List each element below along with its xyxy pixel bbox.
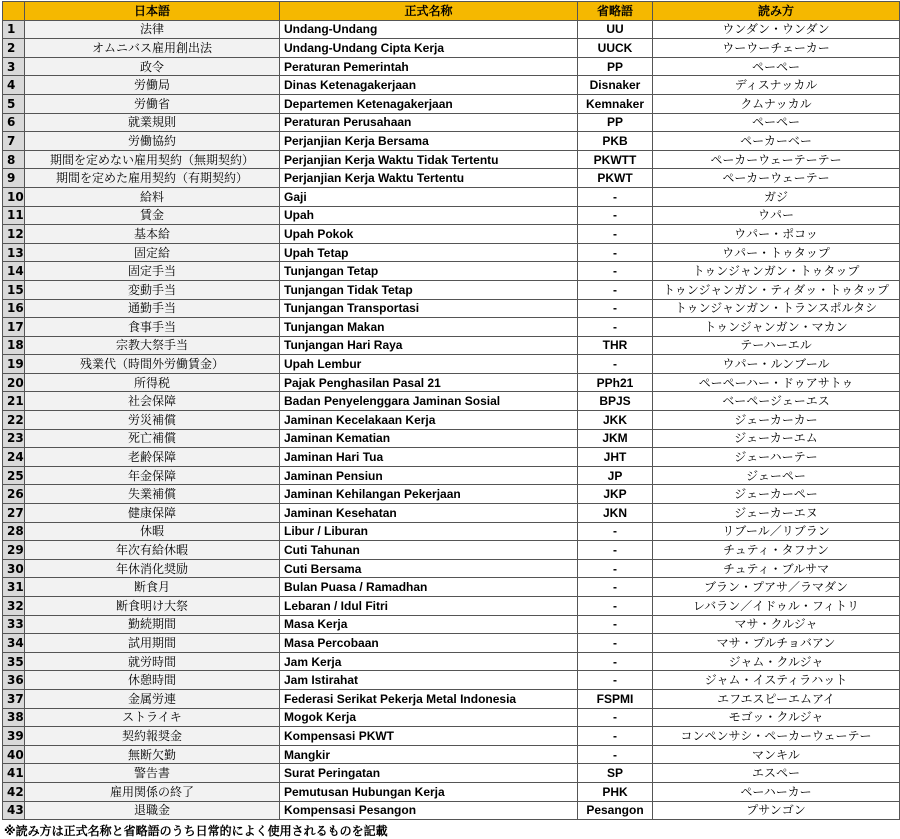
row-number-cell: 7 xyxy=(3,132,25,151)
japanese-term-cell: 法律 xyxy=(25,20,280,39)
abbreviation-cell: - xyxy=(578,652,653,671)
reading-cell: ペーハーカー xyxy=(653,782,900,801)
table-row xyxy=(3,113,900,132)
japanese-term-cell: 変動手当 xyxy=(25,280,280,299)
official-name-cell: Badan Penyelenggara Jaminan Sosial xyxy=(280,392,578,411)
abbreviation-cell: - xyxy=(578,634,653,653)
official-name-cell: Cuti Bersama xyxy=(280,559,578,578)
official-name-cell: Jaminan Pensiun xyxy=(280,466,578,485)
japanese-term-cell: 社会保障 xyxy=(25,392,280,411)
abbreviation-cell: - xyxy=(578,225,653,244)
abbreviation-cell: - xyxy=(578,727,653,746)
abbreviation-cell: JP xyxy=(578,466,653,485)
reading-cell: ウーウーチェーカー xyxy=(653,39,900,58)
official-name-cell: Dinas Ketenagakerjaan xyxy=(280,76,578,95)
table-row xyxy=(3,429,900,448)
table-row xyxy=(3,187,900,206)
row-number-cell: 30 xyxy=(3,559,25,578)
official-name-cell: Jaminan Kesehatan xyxy=(280,504,578,523)
official-name-cell: Undang-Undang Cipta Kerja xyxy=(280,39,578,58)
row-number-cell: 40 xyxy=(3,745,25,764)
row-number-cell: 12 xyxy=(3,225,25,244)
abbreviation-cell: SP xyxy=(578,764,653,783)
japanese-term-cell: オムニバス雇用創出法 xyxy=(25,39,280,58)
abbreviation-cell: JKN xyxy=(578,504,653,523)
table-row xyxy=(3,336,900,355)
reading-cell: ペーペー xyxy=(653,113,900,132)
row-number-cell: 19 xyxy=(3,355,25,374)
official-name-cell: Perjanjian Kerja Waktu Tidak Tertentu xyxy=(280,150,578,169)
reading-cell: レバラン／イドゥル・フィトリ xyxy=(653,597,900,616)
japanese-term-cell: 金属労連 xyxy=(25,689,280,708)
reading-cell: ジェーカーエヌ xyxy=(653,504,900,523)
abbreviation-cell: - xyxy=(578,280,653,299)
reading-cell: トゥンジャンガン・マカン xyxy=(653,318,900,337)
table-row xyxy=(3,206,900,225)
table-row xyxy=(3,615,900,634)
row-number-cell: 42 xyxy=(3,782,25,801)
table-row xyxy=(3,801,900,820)
reading-cell: ペーカーベー xyxy=(653,132,900,151)
abbreviation-cell: BPJS xyxy=(578,392,653,411)
reading-cell: ジェーカーエム xyxy=(653,429,900,448)
reading-cell: ジャム・イスティラハット xyxy=(653,671,900,690)
header-japanese: 日本語 xyxy=(25,2,280,21)
row-number-cell: 39 xyxy=(3,727,25,746)
row-number-cell: 24 xyxy=(3,448,25,467)
row-number-cell: 25 xyxy=(3,466,25,485)
japanese-term-cell: 労働省 xyxy=(25,94,280,113)
japanese-term-cell: 労働局 xyxy=(25,76,280,95)
abbreviation-cell: - xyxy=(578,355,653,374)
table-row xyxy=(3,243,900,262)
row-number-cell: 43 xyxy=(3,801,25,820)
official-name-cell: Jam Kerja xyxy=(280,652,578,671)
abbreviation-cell: - xyxy=(578,559,653,578)
table-row xyxy=(3,764,900,783)
reading-cell: トゥンジャンガン・ティダッ・トゥタップ xyxy=(653,280,900,299)
table-row xyxy=(3,299,900,318)
row-number-cell: 23 xyxy=(3,429,25,448)
row-number-cell: 35 xyxy=(3,652,25,671)
table-row xyxy=(3,504,900,523)
japanese-term-cell: 勤続期間 xyxy=(25,615,280,634)
japanese-term-cell: 老齢保障 xyxy=(25,448,280,467)
official-name-cell: Tunjangan Tetap xyxy=(280,262,578,281)
row-number-cell: 2 xyxy=(3,39,25,58)
table-row xyxy=(3,708,900,727)
official-name-cell: Jaminan Kematian xyxy=(280,429,578,448)
reading-cell: ウパー・ルンブール xyxy=(653,355,900,374)
row-number-cell: 13 xyxy=(3,243,25,262)
official-name-cell: Gaji xyxy=(280,187,578,206)
row-number-cell: 9 xyxy=(3,169,25,188)
table-body xyxy=(3,20,900,820)
japanese-term-cell: 通勤手当 xyxy=(25,299,280,318)
abbreviation-cell: PKWTT xyxy=(578,150,653,169)
table-row xyxy=(3,225,900,244)
table-row xyxy=(3,150,900,169)
abbreviation-cell: PP xyxy=(578,57,653,76)
row-number-cell: 1 xyxy=(3,20,25,39)
abbreviation-cell: - xyxy=(578,187,653,206)
official-name-cell: Masa Kerja xyxy=(280,615,578,634)
row-number-cell: 14 xyxy=(3,262,25,281)
table-row xyxy=(3,745,900,764)
official-name-cell: Departemen Ketenagakerjaan xyxy=(280,94,578,113)
japanese-term-cell: 労働協約 xyxy=(25,132,280,151)
reading-cell: ジェーカーカー xyxy=(653,411,900,430)
table-row xyxy=(3,94,900,113)
abbreviation-cell: JKK xyxy=(578,411,653,430)
abbreviation-cell: PP xyxy=(578,113,653,132)
official-name-cell: Federasi Serikat Pekerja Metal Indonesia xyxy=(280,689,578,708)
japanese-term-cell: 断食明け大祭 xyxy=(25,597,280,616)
reading-cell: ブラン・プアサ／ラマダン xyxy=(653,578,900,597)
table-row xyxy=(3,485,900,504)
table-row xyxy=(3,671,900,690)
header-row xyxy=(3,2,900,21)
row-number-cell: 20 xyxy=(3,373,25,392)
reading-cell: チュティ・ブルサマ xyxy=(653,559,900,578)
official-name-cell: Kompensasi Pesangon xyxy=(280,801,578,820)
table-row xyxy=(3,541,900,560)
abbreviation-cell: PHK xyxy=(578,782,653,801)
footnote: ※読み方は正式名称と省略語のうち日常的によく使用されるものを記載 xyxy=(4,824,388,839)
row-number-cell: 10 xyxy=(3,187,25,206)
reading-cell: ウンダン・ウンダン xyxy=(653,20,900,39)
japanese-term-cell: 試用期間 xyxy=(25,634,280,653)
official-name-cell: Peraturan Pemerintah xyxy=(280,57,578,76)
row-number-cell: 36 xyxy=(3,671,25,690)
official-name-cell: Perjanjian Kerja Bersama xyxy=(280,132,578,151)
official-name-cell: Bulan Puasa / Ramadhan xyxy=(280,578,578,597)
japanese-term-cell: 期間を定めた雇用契約（有期契約） xyxy=(25,169,280,188)
row-number-cell: 31 xyxy=(3,578,25,597)
japanese-term-cell: 就労時間 xyxy=(25,652,280,671)
japanese-term-cell: 無断欠勤 xyxy=(25,745,280,764)
official-name-cell: Tunjangan Makan xyxy=(280,318,578,337)
table-row xyxy=(3,169,900,188)
reading-cell: マサ・クルジャ xyxy=(653,615,900,634)
table-header xyxy=(3,2,900,21)
japanese-term-cell: 労災補償 xyxy=(25,411,280,430)
row-number-cell: 17 xyxy=(3,318,25,337)
official-name-cell: Upah Tetap xyxy=(280,243,578,262)
official-name-cell: Jaminan Kecelakaan Kerja xyxy=(280,411,578,430)
row-number-cell: 26 xyxy=(3,485,25,504)
japanese-term-cell: 給料 xyxy=(25,187,280,206)
reading-cell: ペーカーウェーテーテー xyxy=(653,150,900,169)
row-number-cell: 18 xyxy=(3,336,25,355)
reading-cell: ペーペーハー・ドゥアサトゥ xyxy=(653,373,900,392)
table-row xyxy=(3,39,900,58)
official-name-cell: Upah Lembur xyxy=(280,355,578,374)
official-name-cell: Masa Percobaan xyxy=(280,634,578,653)
reading-cell: マサ・プルチョバアン xyxy=(653,634,900,653)
reading-cell: プサンゴン xyxy=(653,801,900,820)
header-reading: 読み方 xyxy=(653,2,900,21)
abbreviation-cell: PPh21 xyxy=(578,373,653,392)
official-name-cell: Mangkir xyxy=(280,745,578,764)
japanese-term-cell: 残業代（時間外労働賃金） xyxy=(25,355,280,374)
official-name-cell: Tunjangan Tidak Tetap xyxy=(280,280,578,299)
reading-cell: モゴッ・クルジャ xyxy=(653,708,900,727)
abbreviation-cell: - xyxy=(578,262,653,281)
japanese-term-cell: 所得税 xyxy=(25,373,280,392)
glossary-container xyxy=(2,1,900,839)
abbreviation-cell: JKM xyxy=(578,429,653,448)
table-row xyxy=(3,392,900,411)
reading-cell: ベーページェーエス xyxy=(653,392,900,411)
table-row xyxy=(3,782,900,801)
abbreviation-cell: Kemnaker xyxy=(578,94,653,113)
header-abbreviation: 省略語 xyxy=(578,2,653,21)
abbreviation-cell: JHT xyxy=(578,448,653,467)
official-name-cell: Libur / Liburan xyxy=(280,522,578,541)
table-row xyxy=(3,20,900,39)
japanese-term-cell: 就業規則 xyxy=(25,113,280,132)
reading-cell: エスペー xyxy=(653,764,900,783)
reading-cell: ウパー xyxy=(653,206,900,225)
japanese-term-cell: 退職金 xyxy=(25,801,280,820)
table-row xyxy=(3,355,900,374)
abbreviation-cell: UU xyxy=(578,20,653,39)
table-row xyxy=(3,578,900,597)
reading-cell: チュティ・タフナン xyxy=(653,541,900,560)
row-number-cell: 38 xyxy=(3,708,25,727)
row-number-cell: 21 xyxy=(3,392,25,411)
abbreviation-cell: PKWT xyxy=(578,169,653,188)
reading-cell: マンキル xyxy=(653,745,900,764)
row-number-cell: 11 xyxy=(3,206,25,225)
japanese-term-cell: 休暇 xyxy=(25,522,280,541)
glossary-table xyxy=(2,1,900,820)
reading-cell: ペーペー xyxy=(653,57,900,76)
table-row xyxy=(3,411,900,430)
table-row xyxy=(3,280,900,299)
official-name-cell: Lebaran / Idul Fitri xyxy=(280,597,578,616)
japanese-term-cell: 宗教大祭手当 xyxy=(25,336,280,355)
japanese-term-cell: ストライキ xyxy=(25,708,280,727)
row-number-cell: 22 xyxy=(3,411,25,430)
official-name-cell: Cuti Tahunan xyxy=(280,541,578,560)
japanese-term-cell: 食事手当 xyxy=(25,318,280,337)
reading-cell: ディスナッカル xyxy=(653,76,900,95)
row-number-cell: 28 xyxy=(3,522,25,541)
official-name-cell: Tunjangan Transportasi xyxy=(280,299,578,318)
table-row xyxy=(3,318,900,337)
table-row xyxy=(3,652,900,671)
row-number-cell: 29 xyxy=(3,541,25,560)
row-number-cell: 3 xyxy=(3,57,25,76)
table-row xyxy=(3,727,900,746)
japanese-term-cell: 警告書 xyxy=(25,764,280,783)
japanese-term-cell: 政令 xyxy=(25,57,280,76)
japanese-term-cell: 期間を定めない雇用契約（無期契約） xyxy=(25,150,280,169)
row-number-cell: 27 xyxy=(3,504,25,523)
japanese-term-cell: 健康保障 xyxy=(25,504,280,523)
japanese-term-cell: 年次有給休暇 xyxy=(25,541,280,560)
reading-cell: ジャム・クルジャ xyxy=(653,652,900,671)
official-name-cell: Upah xyxy=(280,206,578,225)
reading-cell: トゥンジャンガン・トランスポルタシ xyxy=(653,299,900,318)
table-row xyxy=(3,522,900,541)
reading-cell: リブール／リブラン xyxy=(653,522,900,541)
official-name-cell: Jaminan Hari Tua xyxy=(280,448,578,467)
row-number-cell: 4 xyxy=(3,76,25,95)
japanese-term-cell: 賃金 xyxy=(25,206,280,225)
japanese-term-cell: 固定給 xyxy=(25,243,280,262)
official-name-cell: Pajak Penghasilan Pasal 21 xyxy=(280,373,578,392)
abbreviation-cell: Disnaker xyxy=(578,76,653,95)
reading-cell: クムナッカル xyxy=(653,94,900,113)
abbreviation-cell: - xyxy=(578,206,653,225)
row-number-cell: 15 xyxy=(3,280,25,299)
row-number-cell: 6 xyxy=(3,113,25,132)
table-row xyxy=(3,76,900,95)
official-name-cell: Tunjangan Hari Raya xyxy=(280,336,578,355)
abbreviation-cell: - xyxy=(578,299,653,318)
row-number-cell: 32 xyxy=(3,597,25,616)
abbreviation-cell: Pesangon xyxy=(578,801,653,820)
table-row xyxy=(3,57,900,76)
row-number-cell: 5 xyxy=(3,94,25,113)
japanese-term-cell: 年休消化奨励 xyxy=(25,559,280,578)
abbreviation-cell: FSPMI xyxy=(578,689,653,708)
official-name-cell: Pemutusan Hubungan Kerja xyxy=(280,782,578,801)
header-official-name: 正式名称 xyxy=(280,2,578,21)
reading-cell: ガジ xyxy=(653,187,900,206)
abbreviation-cell: - xyxy=(578,708,653,727)
japanese-term-cell: 固定手当 xyxy=(25,262,280,281)
reading-cell: トゥンジャンガン・トゥタップ xyxy=(653,262,900,281)
table-row xyxy=(3,634,900,653)
row-number-cell: 34 xyxy=(3,634,25,653)
japanese-term-cell: 年金保障 xyxy=(25,466,280,485)
official-name-cell: Upah Pokok xyxy=(280,225,578,244)
reading-cell: ウパー・ポコッ xyxy=(653,225,900,244)
abbreviation-cell: - xyxy=(578,745,653,764)
reading-cell: エフエスピーエムアイ xyxy=(653,689,900,708)
official-name-cell: Peraturan Perusahaan xyxy=(280,113,578,132)
official-name-cell: Mogok Kerja xyxy=(280,708,578,727)
abbreviation-cell: - xyxy=(578,541,653,560)
row-number-cell: 16 xyxy=(3,299,25,318)
japanese-term-cell: 基本給 xyxy=(25,225,280,244)
reading-cell: ジェーペー xyxy=(653,466,900,485)
row-number-cell: 8 xyxy=(3,150,25,169)
reading-cell: ジェーハーテー xyxy=(653,448,900,467)
abbreviation-cell: - xyxy=(578,243,653,262)
table-row xyxy=(3,132,900,151)
official-name-cell: Jam Istirahat xyxy=(280,671,578,690)
abbreviation-cell: - xyxy=(578,597,653,616)
abbreviation-cell: UUCK xyxy=(578,39,653,58)
japanese-term-cell: 断食月 xyxy=(25,578,280,597)
header-no xyxy=(3,2,25,21)
japanese-term-cell: 雇用関係の終了 xyxy=(25,782,280,801)
official-name-cell: Jaminan Kehilangan Pekerjaan xyxy=(280,485,578,504)
abbreviation-cell: - xyxy=(578,578,653,597)
table-row xyxy=(3,689,900,708)
table-row xyxy=(3,466,900,485)
official-name-cell: Perjanjian Kerja Waktu Tertentu xyxy=(280,169,578,188)
reading-cell: ジェーカーペー xyxy=(653,485,900,504)
abbreviation-cell: - xyxy=(578,671,653,690)
japanese-term-cell: 死亡補償 xyxy=(25,429,280,448)
reading-cell: ペーカーウェーテー xyxy=(653,169,900,188)
reading-cell: コンペンサシ・ペーカーウェーテー xyxy=(653,727,900,746)
row-number-cell: 41 xyxy=(3,764,25,783)
abbreviation-cell: THR xyxy=(578,336,653,355)
table-row xyxy=(3,597,900,616)
abbreviation-cell: JKP xyxy=(578,485,653,504)
table-row xyxy=(3,448,900,467)
table-row xyxy=(3,559,900,578)
official-name-cell: Kompensasi PKWT xyxy=(280,727,578,746)
row-number-cell: 37 xyxy=(3,689,25,708)
row-number-cell: 33 xyxy=(3,615,25,634)
official-name-cell: Surat Peringatan xyxy=(280,764,578,783)
table-row xyxy=(3,373,900,392)
abbreviation-cell: - xyxy=(578,522,653,541)
japanese-term-cell: 契約報奨金 xyxy=(25,727,280,746)
abbreviation-cell: - xyxy=(578,318,653,337)
reading-cell: テーハーエル xyxy=(653,336,900,355)
japanese-term-cell: 休憩時間 xyxy=(25,671,280,690)
table-row xyxy=(3,262,900,281)
abbreviation-cell: - xyxy=(578,615,653,634)
japanese-term-cell: 失業補償 xyxy=(25,485,280,504)
official-name-cell: Undang-Undang xyxy=(280,20,578,39)
abbreviation-cell: PKB xyxy=(578,132,653,151)
reading-cell: ウパー・トゥタップ xyxy=(653,243,900,262)
